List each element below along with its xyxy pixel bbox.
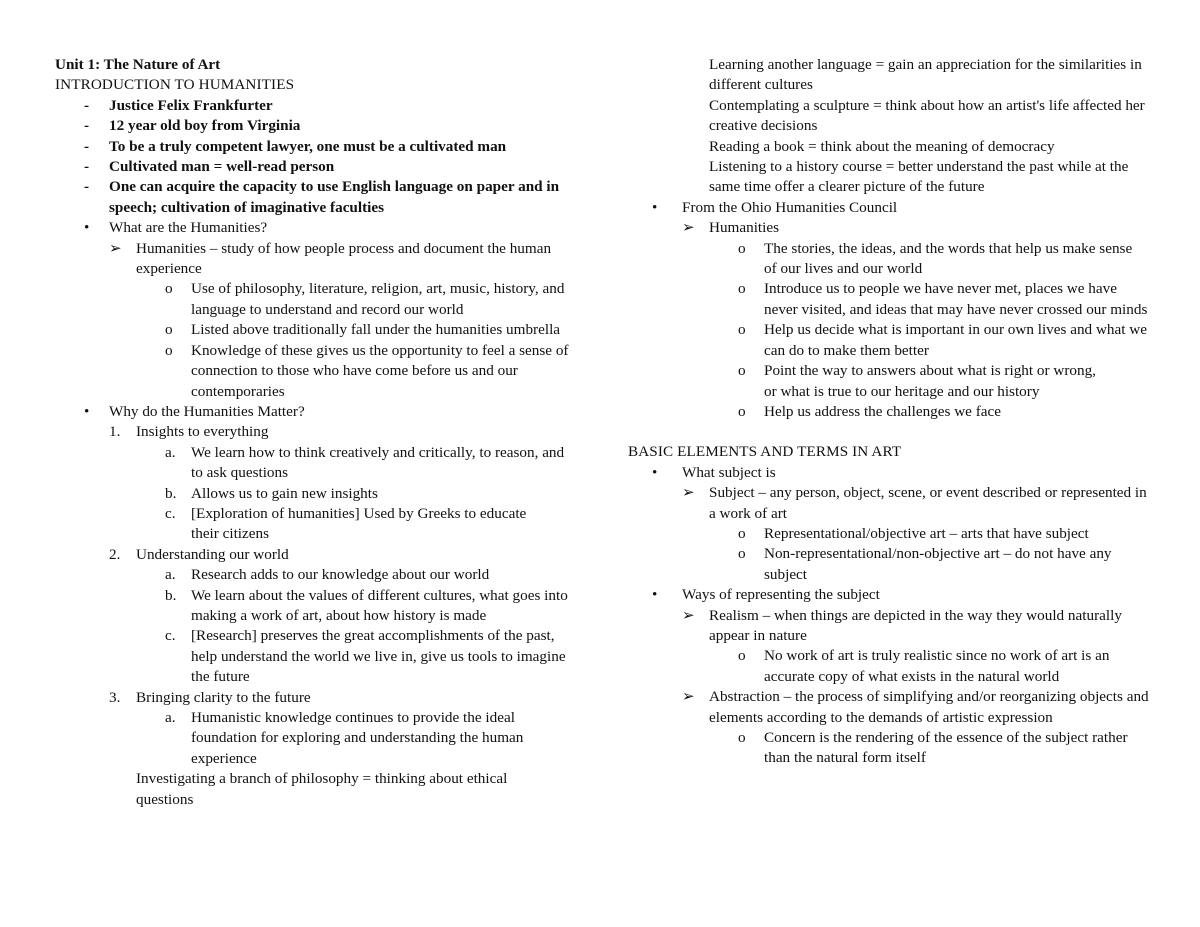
continued-note: Contemplating a sculpture = think about how an artist's life affected her creative decisions (709, 96, 1145, 135)
dash-list (55, 96, 585, 218)
unit-title: Unit 1: The Nature of Art (55, 56, 221, 73)
circle-item: o No work of art is truly realistic since no work of art is an accurate copy of what exists in the natural world (738, 647, 1110, 685)
dash-item: - To be a truly competent lawyer, one must be a cultivated man (55, 137, 585, 157)
lettered-item: a. We learn how to think creatively and critically, to reason, and to ask questions (165, 443, 565, 482)
bullet-why-humanities-matter: • Why do the Humanities Matter? (55, 402, 585, 422)
bullet-what-subject-is: • What subject is (628, 463, 1158, 483)
circle-marker: o (738, 239, 746, 257)
letter-marker: a. (165, 443, 176, 461)
letter-marker: b. (165, 586, 177, 604)
number-marker: 2. (109, 545, 121, 563)
circle-marker: o (165, 280, 173, 298)
bullet-marker: • (652, 586, 658, 604)
circle-item: o Representational/objective art – arts that have subject (628, 524, 1124, 544)
right-column (628, 55, 1158, 769)
circle-item: o Knowledge of these gives us the opportunity to feel a sense of connection to those who have come before us and our contemporaries (165, 341, 569, 400)
circle-marker: o (738, 729, 746, 746)
dash-item: - Justice Felix Frankfurter (55, 96, 585, 116)
arrow-marker: ➢ (682, 688, 695, 706)
circle-marker: o (738, 321, 746, 339)
circle-item: o Non-representational/non-objective art – do not have any subject (738, 545, 1112, 583)
dash-marker: - (84, 178, 90, 196)
circle-item: o The stories, the ideas, and the words that help us make sense of our lives and our world (738, 239, 1133, 278)
numbered-item: 3. Bringing clarity to the future (55, 688, 585, 708)
circle-marker: o (738, 545, 746, 563)
letter-marker: a. (165, 709, 176, 726)
lettered-item: c. [Research] preserves the great accomplishments of the past, help understand the world we live in, give us tools to imagine the future (165, 627, 566, 686)
continued-note: Learning another language = gain an appreciation for the similarities in different cultures (709, 56, 1142, 94)
dash-item: - One can acquire the capacity to use English language on paper and in speech; cultivation of imaginative faculties (84, 178, 560, 216)
circle-marker: o (738, 362, 746, 380)
bullet-ohio-council: • From the Ohio Humanities Council (628, 198, 1158, 218)
subject-definition: ➢ Subject – any person, object, scene, or event described or represented in a work of art (682, 484, 1147, 522)
spacer (628, 422, 1158, 442)
section-heading-basic-elements: BASIC ELEMENTS AND TERMS IN ART (628, 443, 902, 461)
dash-marker: - (84, 96, 90, 114)
bullet-marker: • (84, 219, 90, 237)
dash-marker: - (84, 158, 90, 176)
lettered-item: a. Humanistic knowledge continues to provide the ideal foundation for exploring and understanding the human experience (165, 709, 524, 767)
letter-marker: c. (165, 627, 176, 645)
number-marker: 3. (109, 688, 121, 706)
bullet-marker: • (652, 198, 658, 216)
closing-note: Investigating a branch of philosophy = thinking about ethical questions (136, 770, 508, 808)
circle-item: o Point the way to answers about what is right or wrong, or what is true to our heritage and our history (738, 362, 1096, 400)
circle-item: o Use of philosophy, literature, religion, art, music, history, and language to understand and record our world (165, 280, 565, 318)
numbered-item: 1. Insights to everything (55, 422, 585, 442)
circle-marker: o (165, 341, 173, 359)
continued-note: Listening to a history course = better understand the past while at the same time offer a clearer picture of the future (709, 158, 1129, 196)
circle-item: o Help us decide what is important in our own lives and what we can do to make them better (738, 321, 1147, 359)
letter-marker: b. (165, 484, 177, 502)
lettered-item: a. Research adds to our knowledge about our world (55, 565, 575, 585)
circle-marker: o (738, 402, 746, 420)
ohio-humanities-label: ➢ Humanities (628, 218, 1158, 238)
dash-item: - 12 year old boy from Virginia (55, 116, 585, 136)
circle-item: o Introduce us to people we have never met, places we have never visited, and ideas that may have never crossed our minds (738, 280, 1148, 318)
dash-item: - Cultivated man = well-read person (55, 157, 585, 177)
lettered-item: c. [Exploration of humanities] Used by Greeks to educate their citizens (165, 504, 527, 543)
realism-definition: ➢ Realism – when things are depicted in the way they would naturally appear in nature (682, 606, 1122, 644)
bullet-what-are-humanities: • What are the Humanities? (55, 218, 585, 238)
number-marker: 1. (109, 423, 121, 441)
bullet-marker: • (84, 402, 90, 420)
circle-marker: o (738, 647, 746, 665)
numbered-item: 2. Understanding our world (55, 545, 585, 565)
circle-item: o Listed above traditionally fall under the humanities umbrella (55, 320, 575, 340)
circle-marker: o (738, 524, 746, 542)
letter-marker: c. (165, 504, 176, 522)
dash-marker: - (84, 137, 90, 155)
arrow-marker: ➢ (682, 219, 695, 237)
circle-marker: o (738, 280, 746, 298)
bullet-marker: • (652, 463, 658, 481)
humanities-definition: ➢ Humanities – study of how people process and document the human experience (109, 239, 552, 278)
continued-note: Reading a book = think about the meaning of democracy (709, 137, 1055, 155)
circle-item: o Concern is the rendering of the essence of the subject rather than the natural form itself (738, 729, 1128, 767)
circle-marker: o (165, 321, 173, 339)
arrow-marker: ➢ (109, 239, 122, 257)
section-heading-intro: INTRODUCTION TO HUMANITIES (55, 76, 295, 94)
arrow-marker: ➢ (682, 606, 695, 624)
arrow-marker: ➢ (682, 484, 695, 502)
abstraction-definition: ➢ Abstraction – the process of simplifying and/or reorganizing objects and elements according to the demands of artistic expression (682, 688, 1149, 726)
left-column (55, 55, 585, 810)
dash-marker: - (84, 117, 90, 135)
letter-marker: a. (165, 566, 176, 584)
bullet-ways-of-representing: • Ways of representing the subject (628, 585, 1158, 605)
circle-item: o Help us address the challenges we face (628, 402, 1148, 422)
lettered-item: b. We learn about the values of different cultures, what goes into making a work of art, about how history is made (165, 586, 568, 624)
lettered-item: b. Allows us to gain new insights (55, 484, 575, 504)
